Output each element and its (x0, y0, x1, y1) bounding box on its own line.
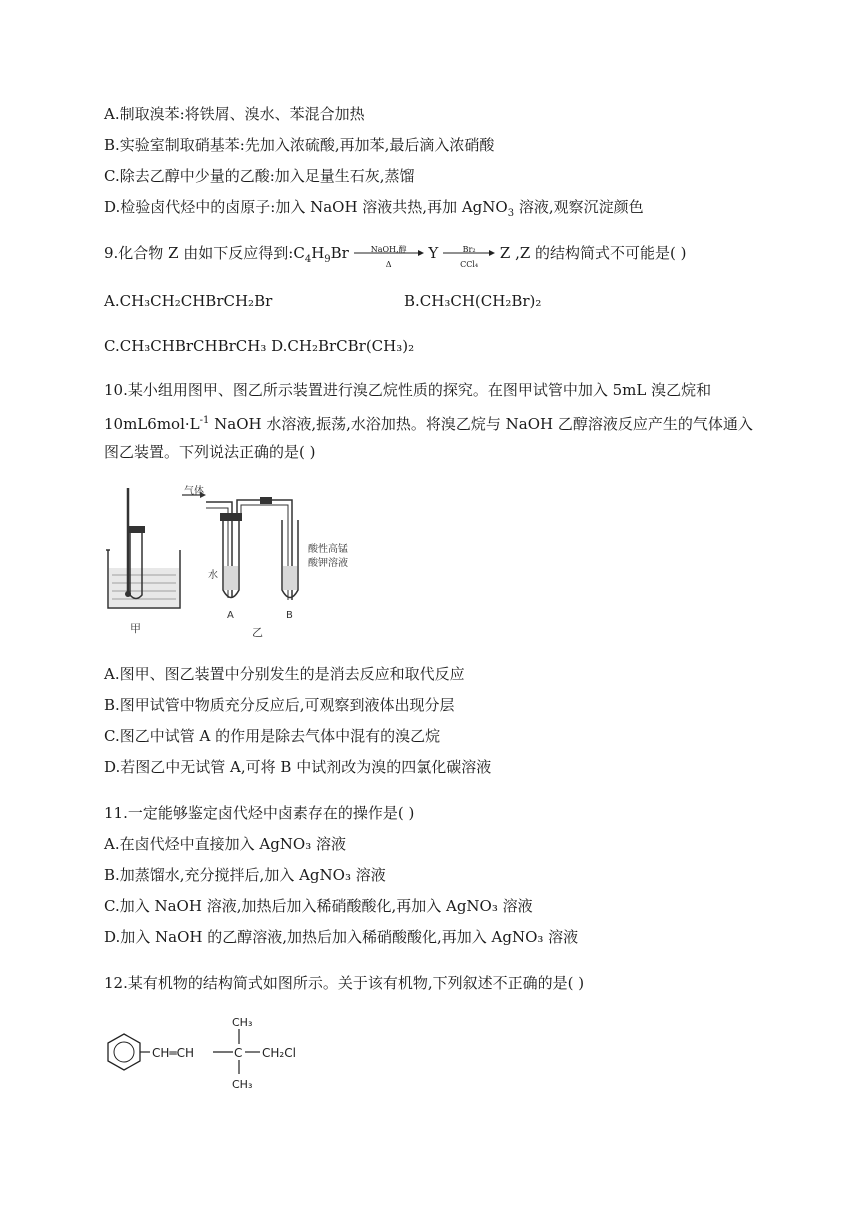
arrow-1-heat: Δ (385, 260, 392, 269)
q10-stem-line-3: 图乙装置。下列说法正确的是( ) (104, 443, 316, 461)
q9-option-b: B.CH₃CH(CH₂Br)₂ (404, 292, 542, 310)
q10-option-d: D.若图乙中无试管 A,可将 B 中试剂改为溴的四氯化碳溶液 (104, 758, 492, 776)
methyl-top: CH₃ (232, 1016, 253, 1029)
arrow-2-solvent: CCl₄ (460, 260, 479, 269)
concentration: 10mL6mol·L (104, 415, 200, 433)
beaker-setup (106, 488, 180, 608)
label-tube-b: B (286, 610, 293, 621)
q11-option-d: D.加入 NaOH 的乙醇溶液,加热后加入稀硝酸酸化,再加入 AgNO₃ 溶液 (104, 928, 579, 946)
superscript: -1 (199, 415, 210, 426)
q8-option-a: A.制取溴苯:将铁屑、溴水、苯混合加热 (104, 105, 365, 123)
structural-formula (102, 1012, 312, 1094)
q11-option-b: B.加蒸馏水,充分搅拌后,加入 AgNO₃ 溶液 (104, 866, 386, 884)
q11-option-c: C.加入 NaOH 溶液,加热后加入稀硝酸酸化,再加入 AgNO₃ 溶液 (104, 897, 533, 915)
q8-option-b: B.实验室制取硝基苯:先加入浓硫酸,再加苯,最后滴入浓硝酸 (104, 136, 495, 154)
q12-stem: 12.某有机物的结构简式如图所示。关于该有机物,下列叙述不正确的是( ) (104, 974, 585, 992)
methyl-bottom: CH₃ (232, 1078, 253, 1091)
chloromethyl-group: CH₂Cl (262, 1046, 296, 1060)
label-tube-a: A (227, 610, 234, 621)
arrow-1-condition: NaOH,醇 (370, 245, 407, 254)
subscript: 9 (324, 254, 331, 265)
label-jia: 甲 (130, 622, 141, 635)
q9-stem-text: 9.化合物 Z 由如下反应得到: (104, 244, 294, 262)
q10-option-b: B.图甲试管中物质充分反应后,可观察到液体出现分层 (104, 696, 455, 714)
reaction-arrow-2 (443, 244, 495, 269)
q8-option-d-text-end: 溶液,观察沉淀颜色 (514, 198, 644, 216)
label-yi: 乙 (252, 626, 263, 639)
q8-option-d (104, 197, 644, 224)
q9-option-cd: C.CH₃CHBrCHBrCH₃ D.CH₂BrCBr(CH₃)₂ (104, 337, 415, 355)
q9-option-a: A.CH₃CH₂CHBrCH₂Br (104, 292, 273, 310)
q9-stem-end: Z ,Z 的结构简式不可能是( ) (499, 244, 687, 262)
quaternary-carbon: C (234, 1046, 243, 1060)
q8-option-d-text: D.检验卤代烃中的卤原子:加入 NaOH 溶液共热,再加 AgNO (104, 198, 508, 216)
reactant-br: Br (330, 244, 349, 262)
q10-option-a: A.图甲、图乙装置中分别发生的是消去反应和取代反应 (104, 665, 465, 683)
q9-stem (104, 243, 687, 270)
q11-stem: 11.一定能够鉴定卤代烃中卤素存在的操作是( ) (104, 804, 415, 822)
label-reagent-line-2: 酸钾溶液 (308, 558, 348, 569)
arrow-2-reagent: Br₂ (462, 245, 476, 254)
q11-option-a: A.在卤代烃中直接加入 AgNO₃ 溶液 (104, 835, 347, 853)
vinyl-group: CH═CH (152, 1046, 195, 1060)
label-water: 水 (208, 570, 218, 581)
label-gas: 气体 (184, 486, 204, 497)
q8-option-c: C.除去乙醇中少量的乙酸:加入足量生石灰,蒸馏 (104, 167, 415, 185)
label-reagent-line-1: 酸性高锰 (308, 544, 348, 555)
q10-stem-line-2-rest: NaOH 水溶液,振荡,水浴加热。将溴乙烷与 NaOH 乙醇溶液反应产生的气体通入 (209, 415, 753, 433)
q10-stem-line-1: 10.某小组用图甲、图乙所示装置进行溴乙烷性质的探究。在图甲试管中加入 5mL 溴乙烷和 (104, 381, 712, 399)
reactant-c: C (293, 244, 305, 262)
q10-stem-line-2 (104, 411, 753, 434)
apparatus-figure (100, 480, 390, 640)
intermediate-y: Y (428, 244, 439, 262)
q10-option-c: C.图乙中试管 A 的作用是除去气体中混有的溴乙烷 (104, 727, 441, 745)
reaction-arrow-1 (354, 244, 424, 269)
benzene-ring (108, 1034, 140, 1070)
subscript: 4 (304, 254, 312, 265)
gas-train-setup (182, 492, 298, 600)
subscript: 3 (507, 208, 515, 219)
reactant-h: H (311, 244, 325, 262)
